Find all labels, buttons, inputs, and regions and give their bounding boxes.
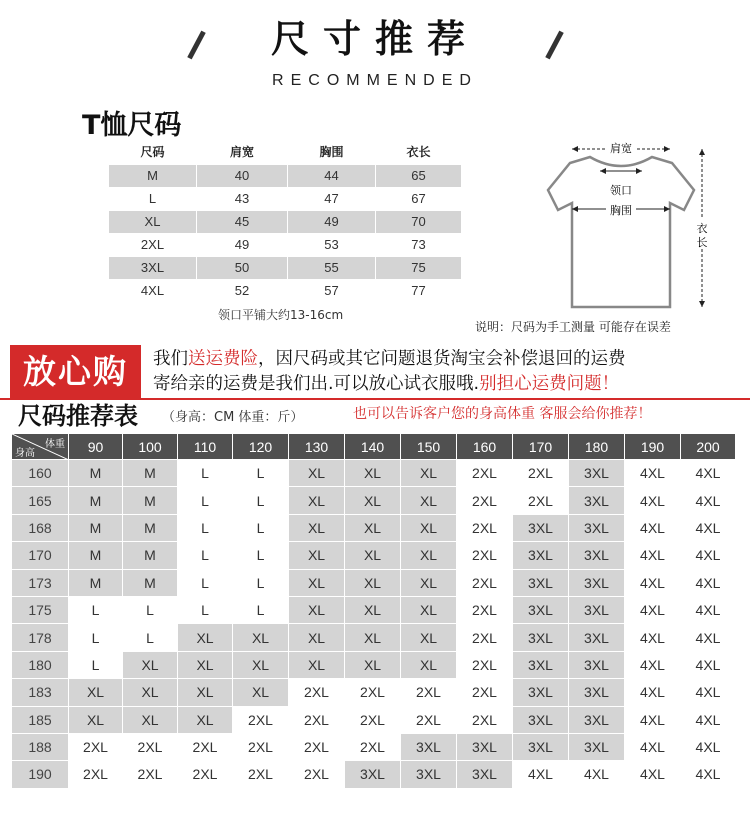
size-rec-cell: XL (289, 569, 345, 596)
size-rec-cell: 3XL (401, 761, 457, 788)
recommend-unit: （身高：CM 体重：斤） (162, 410, 304, 425)
size-cell: 2XL (109, 233, 197, 256)
size-cell: L (109, 187, 197, 210)
page-subtitle: RECOMMENDED (272, 72, 478, 89)
tshirt-size-title: T恤尺码 (82, 110, 182, 141)
height-cell: 185 (12, 706, 69, 733)
size-cell: 49 (197, 233, 288, 256)
size-rec-cell: 4XL (681, 487, 736, 514)
size-col-header: 尺码 (140, 145, 165, 160)
table-row (12, 761, 736, 788)
size-rec-cell: XL (401, 624, 457, 651)
weight-header: 100 (123, 434, 178, 460)
size-rec-cell: 4XL (625, 542, 681, 569)
size-rec-cell: XL (345, 487, 401, 514)
size-rec-cell: 2XL (178, 733, 233, 760)
size-rec-cell: L (123, 596, 178, 623)
size-rec-cell: 3XL (569, 596, 625, 623)
promo-text-1c: ，因尺码或其它问题退货淘宝会补偿退回的运费 (258, 349, 626, 369)
size-rec-cell: 2XL (513, 460, 569, 487)
size-cell: 52 (197, 279, 288, 302)
size-rec-cell: 4XL (625, 733, 681, 760)
tshirt-diagram (530, 135, 740, 335)
weight-header: 160 (457, 434, 513, 460)
table-row (12, 733, 736, 760)
size-cell: 73 (376, 233, 462, 256)
size-rec-cell: 4XL (569, 761, 625, 788)
size-cell: 40 (197, 164, 288, 187)
size-rec-cell: XL (345, 596, 401, 623)
promo-text-1b: 送运费险 (188, 349, 258, 369)
height-cell: 170 (12, 542, 69, 569)
height-cell: 183 (12, 679, 69, 706)
size-rec-cell: 3XL (513, 624, 569, 651)
height-cell: 180 (12, 651, 69, 678)
corner-height-label: 身高 (15, 448, 35, 459)
weight-header: 90 (69, 434, 123, 460)
length-label-1: 衣 (696, 222, 708, 235)
size-rec-cell: 4XL (625, 569, 681, 596)
size-rec-cell: XL (69, 679, 123, 706)
promo-text (153, 347, 626, 397)
size-rec-cell: 2XL (457, 487, 513, 514)
size-rec-cell: 4XL (681, 761, 736, 788)
promo-text-1a: 我们 (153, 349, 188, 369)
size-cell: 57 (288, 279, 376, 302)
size-rec-cell: 3XL (457, 733, 513, 760)
size-rec-cell: 2XL (457, 679, 513, 706)
size-col-header: 衣长 (406, 145, 431, 160)
promo-text-2a: 寄给亲的运费是我们出.可以放心试衣服哦. (153, 374, 480, 394)
size-rec-cell: L (178, 487, 233, 514)
size-rec-cell: L (233, 569, 289, 596)
size-rec-cell: 4XL (681, 514, 736, 541)
table-row (12, 542, 736, 569)
measure-note: 说明：尺码为手工测量 可能存在误差 (475, 320, 671, 334)
size-rec-cell: 3XL (401, 733, 457, 760)
size-rec-cell: L (123, 624, 178, 651)
size-rec-cell: 3XL (457, 761, 513, 788)
size-rec-cell: XL (233, 651, 289, 678)
height-cell: 175 (12, 596, 69, 623)
size-rec-cell: 2XL (345, 733, 401, 760)
size-rec-cell: 3XL (569, 569, 625, 596)
size-rec-cell: 2XL (69, 761, 123, 788)
size-rec-cell: 3XL (569, 514, 625, 541)
weight-header: 150 (401, 434, 457, 460)
size-rec-cell: 2XL (289, 733, 345, 760)
size-rec-cell: 2XL (69, 733, 123, 760)
collar-label: 领口 (610, 184, 632, 197)
size-rec-cell: L (178, 514, 233, 541)
size-rec-cell: 4XL (681, 460, 736, 487)
size-rec-cell: 2XL (289, 761, 345, 788)
height-cell: 190 (12, 761, 69, 788)
promo-banner (0, 345, 750, 401)
size-col-header: 胸围 (319, 145, 344, 160)
size-rec-cell: 2XL (345, 706, 401, 733)
recommend-tip: 也可以告诉客户您的身高体重 客服会给你推荐！ (353, 406, 652, 422)
size-rec-cell: L (178, 569, 233, 596)
size-rec-cell: 3XL (569, 733, 625, 760)
size-rec-cell: XL (345, 542, 401, 569)
chest-label: 胸围 (610, 204, 632, 217)
size-rec-cell: 3XL (569, 624, 625, 651)
size-cell: M (109, 164, 197, 187)
size-rec-cell: 2XL (457, 706, 513, 733)
size-rec-cell: 4XL (681, 569, 736, 596)
size-rec-cell: M (123, 542, 178, 569)
size-rec-cell: L (69, 651, 123, 678)
size-rec-cell: XL (123, 651, 178, 678)
size-rec-cell: XL (289, 460, 345, 487)
size-rec-cell: XL (178, 651, 233, 678)
size-rec-cell: XL (178, 679, 233, 706)
size-cell: 67 (376, 187, 462, 210)
height-cell: 165 (12, 487, 69, 514)
size-rec-cell: XL (178, 624, 233, 651)
length-label-2: 长 (696, 236, 708, 249)
size-rec-cell: L (178, 460, 233, 487)
size-row (109, 279, 462, 302)
size-col-header: 肩宽 (229, 145, 254, 160)
size-rec-cell: L (233, 487, 289, 514)
table-row (12, 624, 736, 651)
table-row (12, 569, 736, 596)
size-rec-cell: 4XL (625, 679, 681, 706)
size-rec-cell: 3XL (569, 460, 625, 487)
size-cell: 44 (288, 164, 376, 187)
recommend-table (11, 433, 736, 789)
size-rec-cell: XL (289, 624, 345, 651)
size-rec-cell: 2XL (457, 651, 513, 678)
size-rec-cell: 2XL (401, 679, 457, 706)
weight-header: 130 (289, 434, 345, 460)
size-rec-cell: 2XL (513, 487, 569, 514)
page-title: 尺寸推荐 (270, 17, 479, 61)
size-rec-cell: XL (401, 460, 457, 487)
weight-header: 200 (681, 434, 736, 460)
tshirt-size-table (108, 140, 462, 303)
size-rec-cell: M (123, 514, 178, 541)
size-cell: 47 (288, 187, 376, 210)
size-rec-cell: M (69, 487, 123, 514)
size-rec-cell: M (123, 487, 178, 514)
size-rec-cell: M (69, 460, 123, 487)
size-rec-cell: 4XL (625, 487, 681, 514)
size-rec-cell: 2XL (178, 761, 233, 788)
height-cell: 178 (12, 624, 69, 651)
size-rec-cell: 3XL (569, 706, 625, 733)
size-rec-cell: 4XL (625, 624, 681, 651)
promo-badge: 放心购 (10, 345, 141, 399)
table-row (12, 679, 736, 706)
size-rec-cell: XL (401, 651, 457, 678)
weight-header: 120 (233, 434, 289, 460)
size-rec-cell: XL (345, 460, 401, 487)
size-rec-cell: 3XL (513, 542, 569, 569)
size-rec-cell: 2XL (123, 761, 178, 788)
size-rec-cell: 4XL (625, 460, 681, 487)
size-rec-cell: 2XL (457, 514, 513, 541)
weight-header: 170 (513, 434, 569, 460)
height-cell: 188 (12, 733, 69, 760)
size-rec-cell: XL (401, 514, 457, 541)
size-row (109, 233, 462, 256)
size-row (109, 210, 462, 233)
height-cell: 168 (12, 514, 69, 541)
size-cell: 50 (197, 256, 288, 279)
size-rec-cell: XL (401, 596, 457, 623)
size-rec-cell: 3XL (513, 514, 569, 541)
size-rec-cell: L (178, 596, 233, 623)
size-rec-cell: L (178, 542, 233, 569)
size-rec-cell: XL (69, 706, 123, 733)
size-rec-cell: 2XL (345, 679, 401, 706)
size-rec-cell: 4XL (681, 706, 736, 733)
collar-note: 领口平铺大约13-16cm (218, 308, 344, 322)
size-rec-cell: XL (123, 679, 178, 706)
size-rec-cell: 3XL (513, 679, 569, 706)
size-rec-cell: 4XL (625, 596, 681, 623)
size-rec-cell: XL (289, 514, 345, 541)
size-rec-cell: M (69, 569, 123, 596)
table-row (12, 651, 736, 678)
size-rec-cell: XL (401, 542, 457, 569)
size-rec-cell: L (233, 460, 289, 487)
size-rec-cell: 3XL (513, 733, 569, 760)
corner-cell (12, 434, 69, 460)
size-cell: 49 (288, 210, 376, 233)
size-rec-cell: 3XL (513, 569, 569, 596)
recommend-title: 尺码推荐表 (18, 402, 138, 430)
tshirt-outline (548, 157, 694, 307)
size-cell: 53 (288, 233, 376, 256)
size-row (109, 164, 462, 187)
size-rec-cell: XL (345, 514, 401, 541)
size-rec-cell: 3XL (569, 679, 625, 706)
size-rec-cell: XL (233, 679, 289, 706)
size-rec-cell: 3XL (513, 596, 569, 623)
size-rec-cell: 2XL (123, 733, 178, 760)
size-rec-cell: XL (345, 624, 401, 651)
size-rec-cell: XL (123, 706, 178, 733)
size-rec-cell: 3XL (345, 761, 401, 788)
size-rec-cell: 2XL (401, 706, 457, 733)
size-rec-cell: L (69, 596, 123, 623)
size-rec-cell: 4XL (625, 761, 681, 788)
size-rec-cell: XL (233, 624, 289, 651)
size-rec-cell: XL (178, 706, 233, 733)
table-row (12, 706, 736, 733)
corner-weight-label: 体重 (45, 439, 65, 450)
size-rec-cell: 4XL (681, 596, 736, 623)
size-rec-cell: XL (289, 487, 345, 514)
weight-header: 110 (178, 434, 233, 460)
size-rec-cell: 2XL (457, 542, 513, 569)
size-rec-cell: 2XL (233, 706, 289, 733)
size-rec-cell: 4XL (681, 651, 736, 678)
size-rec-cell: L (233, 542, 289, 569)
size-rec-cell: M (123, 460, 178, 487)
size-rec-cell: 4XL (513, 761, 569, 788)
size-rec-cell: 4XL (681, 679, 736, 706)
size-cell: 65 (376, 164, 462, 187)
size-rec-cell: 3XL (569, 542, 625, 569)
size-row (109, 256, 462, 279)
size-rec-cell: XL (345, 569, 401, 596)
size-rec-cell: 3XL (513, 651, 569, 678)
size-rec-cell: 2XL (233, 733, 289, 760)
promo-text-2b: 别担心运费问题！ (479, 374, 620, 394)
size-cell: 3XL (109, 256, 197, 279)
size-rec-cell: 2XL (289, 706, 345, 733)
size-rec-cell: 4XL (681, 542, 736, 569)
height-cell: 160 (12, 460, 69, 487)
size-rec-cell: M (69, 542, 123, 569)
size-rec-cell: 2XL (457, 460, 513, 487)
size-rec-cell: 4XL (625, 514, 681, 541)
size-cell: 43 (197, 187, 288, 210)
size-rec-cell: 3XL (569, 487, 625, 514)
shoulder-label: 肩宽 (610, 142, 632, 155)
size-rec-cell: L (69, 624, 123, 651)
size-cell: XL (109, 210, 197, 233)
page-header (0, 0, 750, 100)
size-rec-cell: 4XL (681, 624, 736, 651)
size-rec-cell: XL (345, 651, 401, 678)
size-rec-cell: XL (401, 487, 457, 514)
size-cell: 4XL (109, 279, 197, 302)
size-cell: 45 (197, 210, 288, 233)
weight-header: 190 (625, 434, 681, 460)
size-rec-cell: 4XL (681, 733, 736, 760)
height-cell: 173 (12, 569, 69, 596)
weight-header: 180 (569, 434, 625, 460)
table-row (12, 514, 736, 541)
size-rec-cell: 2XL (457, 596, 513, 623)
size-rec-cell: L (233, 514, 289, 541)
size-rec-cell: XL (401, 569, 457, 596)
size-rec-cell: 3XL (569, 651, 625, 678)
weight-header: 140 (345, 434, 401, 460)
size-rec-cell: 2XL (457, 569, 513, 596)
table-row (12, 460, 736, 487)
size-rec-cell: 4XL (625, 651, 681, 678)
size-rec-cell: XL (289, 542, 345, 569)
size-cell: 77 (376, 279, 462, 302)
size-rec-cell: 2XL (457, 624, 513, 651)
size-rec-cell: 2XL (233, 761, 289, 788)
size-rec-cell: 3XL (513, 706, 569, 733)
table-row (12, 487, 736, 514)
size-rec-cell: 4XL (625, 706, 681, 733)
size-cell: 55 (288, 256, 376, 279)
size-row (109, 187, 462, 210)
size-rec-cell: M (69, 514, 123, 541)
size-rec-cell: XL (289, 651, 345, 678)
size-cell: 75 (376, 256, 462, 279)
size-rec-cell: L (233, 596, 289, 623)
table-row (12, 596, 736, 623)
size-rec-cell: XL (289, 596, 345, 623)
size-rec-cell: M (123, 569, 178, 596)
size-rec-cell: 2XL (289, 679, 345, 706)
size-cell: 70 (376, 210, 462, 233)
